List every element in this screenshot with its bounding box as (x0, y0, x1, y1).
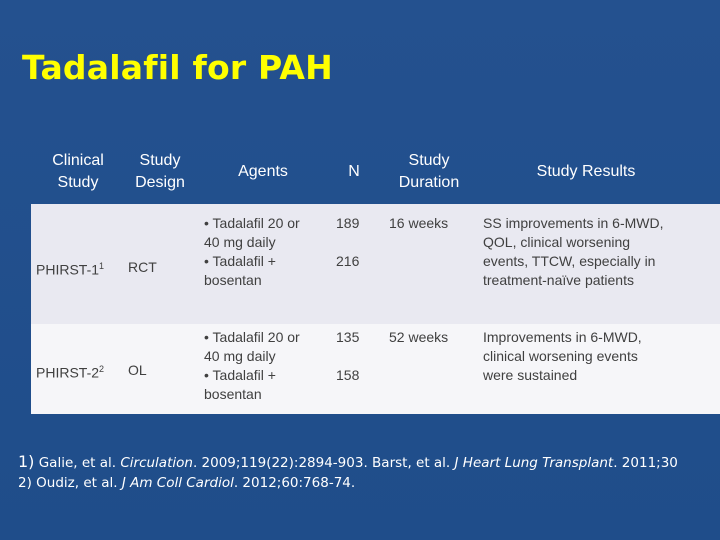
row2-n-first: 135 (336, 329, 360, 345)
reference-1-journal1: Circulation (120, 455, 193, 471)
reference-2-number: 2) (18, 475, 32, 491)
row1-results-line2: QOL, clinical worsening (483, 234, 631, 250)
reference-1-number: 1) (18, 452, 35, 471)
row1-results-line3: events, TTCW, especially in (483, 253, 656, 269)
row2-agents (204, 328, 300, 404)
row1-study-name: PHIRST-1 (36, 261, 100, 278)
row2-agents-line2: 40 mg daily (204, 348, 276, 364)
row2-study-name: PHIRST-2 (36, 364, 100, 381)
row1-agents (204, 214, 300, 290)
header-clinical-study-line2: Study (57, 174, 99, 191)
header-study-duration-line2: Duration (398, 174, 460, 191)
header-study-design (120, 150, 200, 194)
reference-1 (18, 452, 678, 471)
slide-title: Tadalafil for PAH (22, 48, 333, 87)
header-study-duration (379, 150, 479, 194)
row1-agents-line2: 40 mg daily (204, 234, 276, 250)
row1-n-second: 216 (336, 253, 360, 269)
reference-1-author1: Galie, et al. (34, 455, 121, 471)
row2-agents-line4: bosentan (204, 386, 262, 402)
row2-study-ref: 2 (99, 364, 105, 374)
reference-2-author1: Oudiz, et al. (31, 475, 122, 491)
header-n: N (348, 163, 360, 180)
header-clinical-study-line1: Clinical (52, 152, 104, 169)
row1-results (483, 214, 663, 290)
row1-agents-line1: • Tadalafil 20 or (204, 215, 300, 231)
row2-results-line2: clinical worsening events (483, 348, 638, 364)
header-clinical-study (38, 150, 118, 194)
row1-agents-line3: • Tadalafil + (204, 253, 276, 269)
row1-duration: 16 weeks (389, 215, 449, 231)
row1-results-line1: SS improvements in 6-MWD, (483, 215, 664, 231)
row2-results-line1: Improvements in 6-MWD, (483, 329, 642, 345)
row1-design: RCT (128, 259, 157, 275)
reference-1-citation2: . 2011;30 (613, 455, 678, 471)
row1-results-line4: treatment-naïve patients (483, 272, 634, 288)
row2-study (36, 360, 104, 383)
row1-n-first: 189 (336, 215, 360, 231)
row1-study (36, 257, 104, 280)
row2-duration: 52 weeks (389, 329, 449, 345)
reference-2-journal1: J Am Coll Cardiol (121, 475, 234, 491)
header-study-results: Study Results (536, 163, 636, 180)
reference-1-journal2: J Heart Lung Transplant (454, 455, 614, 471)
row1-study-ref: 1 (99, 261, 105, 271)
row2-results (483, 328, 642, 385)
header-study-design-line1: Study (139, 152, 181, 169)
row2-agents-line1: • Tadalafil 20 or (204, 329, 300, 345)
header-study-design-line2: Design (135, 174, 185, 191)
reference-1-citation1: . 2009;119(22):2894-903. Barst, et al. (192, 455, 455, 471)
header-agents: Agents (238, 163, 288, 180)
row2-design: OL (128, 362, 147, 378)
reference-2-citation1: . 2012;60:768-74. (233, 475, 356, 491)
row2-n-second: 158 (336, 367, 360, 383)
row2-agents-line3: • Tadalafil + (204, 367, 276, 383)
row1-agents-line4: bosentan (204, 272, 262, 288)
row2-results-line3: were sustained (483, 367, 578, 383)
reference-2 (18, 475, 355, 491)
header-study-duration-line1: Study (408, 152, 450, 169)
